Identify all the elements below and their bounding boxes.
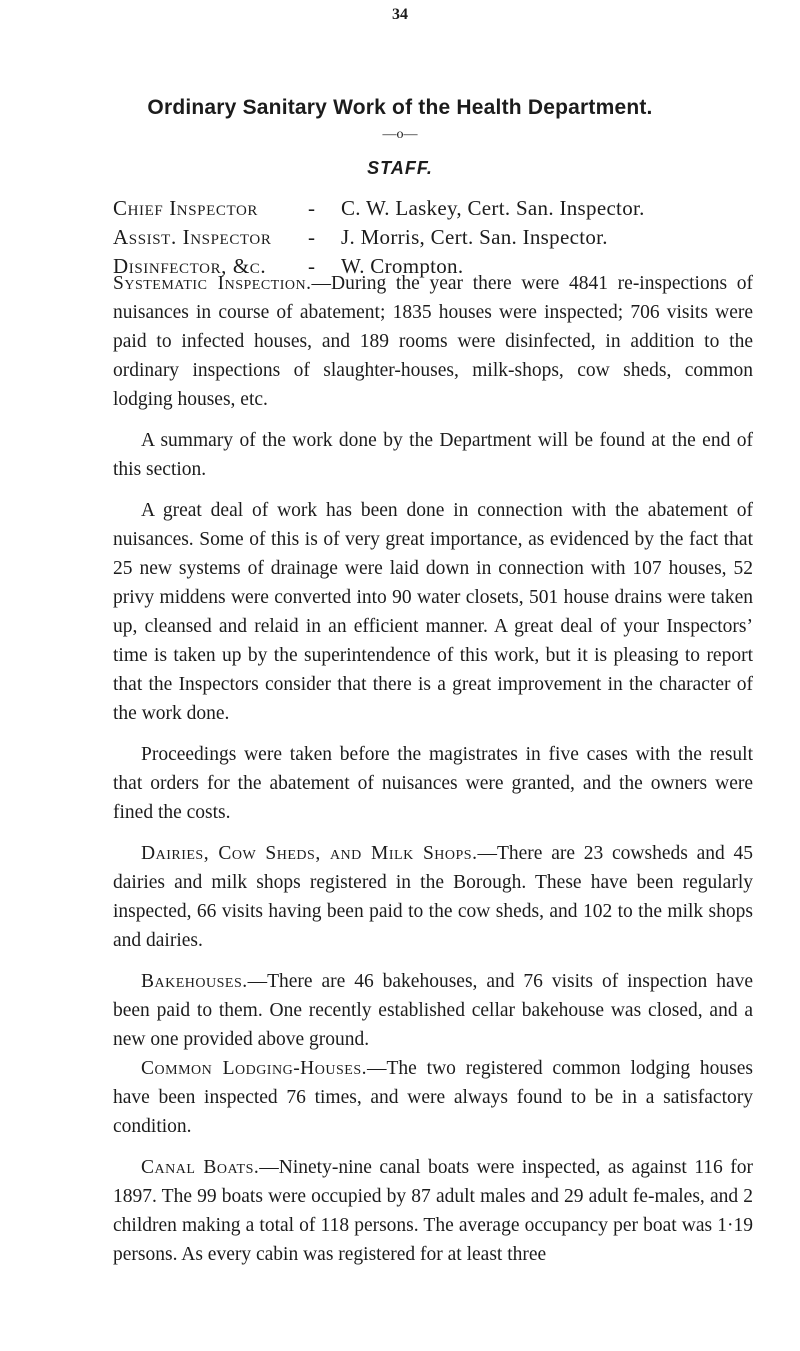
staff-row (113, 223, 753, 252)
paragraph-text: A great deal of work has been done in connection with the abatement of nuisances. Some of this is of very great importance, as evidenced by the fact that 25 new systems of drainage were laid down in connection with 107 houses, 52 privy middens were converted into 90 water closets, 501 house drains were taken up, cleansed and relaid in an efficient manner. A great deal of your Inspectors’ time is taken up by the superintendence of this work, but it is pleasing to report that the Inspectors consider that there is a great improvement in the character of the work done. (113, 500, 753, 724)
staff-role: Chief Inspector (113, 196, 258, 220)
paragraph-text: A summary of the work done by the Department will be found at the end of this section. (113, 430, 753, 480)
paragraph-lodging-houses (113, 1054, 753, 1141)
paragraph-bakehouses (113, 967, 753, 1054)
section-heading: Bakehouses. (141, 971, 248, 992)
staff-list (113, 194, 753, 281)
paragraph-nuisances (113, 496, 753, 728)
paragraph-text: —During the year there were 4841 re-inspections of nuisances in course of abatement; 1835 houses were inspected; 706 visits were paid to infected houses, and 189 rooms were disinfected, in addition to the ordinary inspections of slaughter-houses, milk-shops, cow sheds, common lodging houses, etc. (113, 273, 753, 410)
staff-dash: - (308, 196, 315, 220)
paragraph-summary (113, 426, 753, 484)
paragraph-text: —The two registered common lodging houses have been inspected 76 times, and were always found to be in a satisfactory condition. (113, 1058, 754, 1137)
staff-name: W. Crompton. (341, 254, 464, 278)
paragraph-text: —There are 46 bakehouses, and 76 visits of inspection have been paid to them. One recently established cellar bakehouse was closed, and a new one provided above ground. (113, 971, 753, 1050)
staff-dash: - (308, 225, 315, 249)
paragraph-text: Proceedings were taken before the magistrates in five cases with the result that orders for the abatement of nuisances were granted, and the owners were fined the costs. (113, 744, 753, 823)
staff-row (113, 194, 753, 223)
page-title: Ordinary Sanitary Work of the Health Department. (147, 96, 653, 119)
staff-name: C. W. Laskey, Cert. San. Inspector. (341, 196, 645, 220)
paragraph-proceedings (113, 740, 753, 827)
body-text (113, 269, 753, 1269)
section-heading: Common Lodging-Houses. (141, 1058, 367, 1079)
paragraph-text: —There are 23 cowsheds and 45 dairies and milk shops registered in the Borough. These have been regularly inspected, 66 visits having been paid to the cow sheds, and 102 to the milk shops and dairies. (113, 843, 753, 951)
staff-role: Disinfector, &c. (113, 254, 267, 278)
section-heading: Canal Boats. (141, 1157, 260, 1178)
paragraph-canal-boats (113, 1153, 753, 1269)
section-heading: Dairies, Cow Sheds, and Milk Shops. (141, 843, 478, 864)
section-heading: Systematic Inspection. (113, 273, 312, 294)
staff-dash: - (308, 254, 315, 278)
paragraph-text: —Ninety-nine canal boats were inspected, as against 116 for 1897. The 99 boats were occupied by 87 adult males and 29 adult fe-males, and 2 children making a total of 118 persons. The average occupancy per boat was 1·19 persons. As every cabin was registered for at least three (113, 1157, 754, 1265)
staff-heading: STAFF. (367, 158, 433, 178)
staff-name: J. Morris, Cert. San. Inspector. (341, 225, 608, 249)
page-number: 34 (392, 6, 408, 23)
paragraph-dairies (113, 839, 753, 955)
staff-role: Assist. Inspector (113, 225, 272, 249)
title-ornament: —o— (382, 127, 418, 142)
paragraph-systematic-inspection (113, 269, 753, 414)
